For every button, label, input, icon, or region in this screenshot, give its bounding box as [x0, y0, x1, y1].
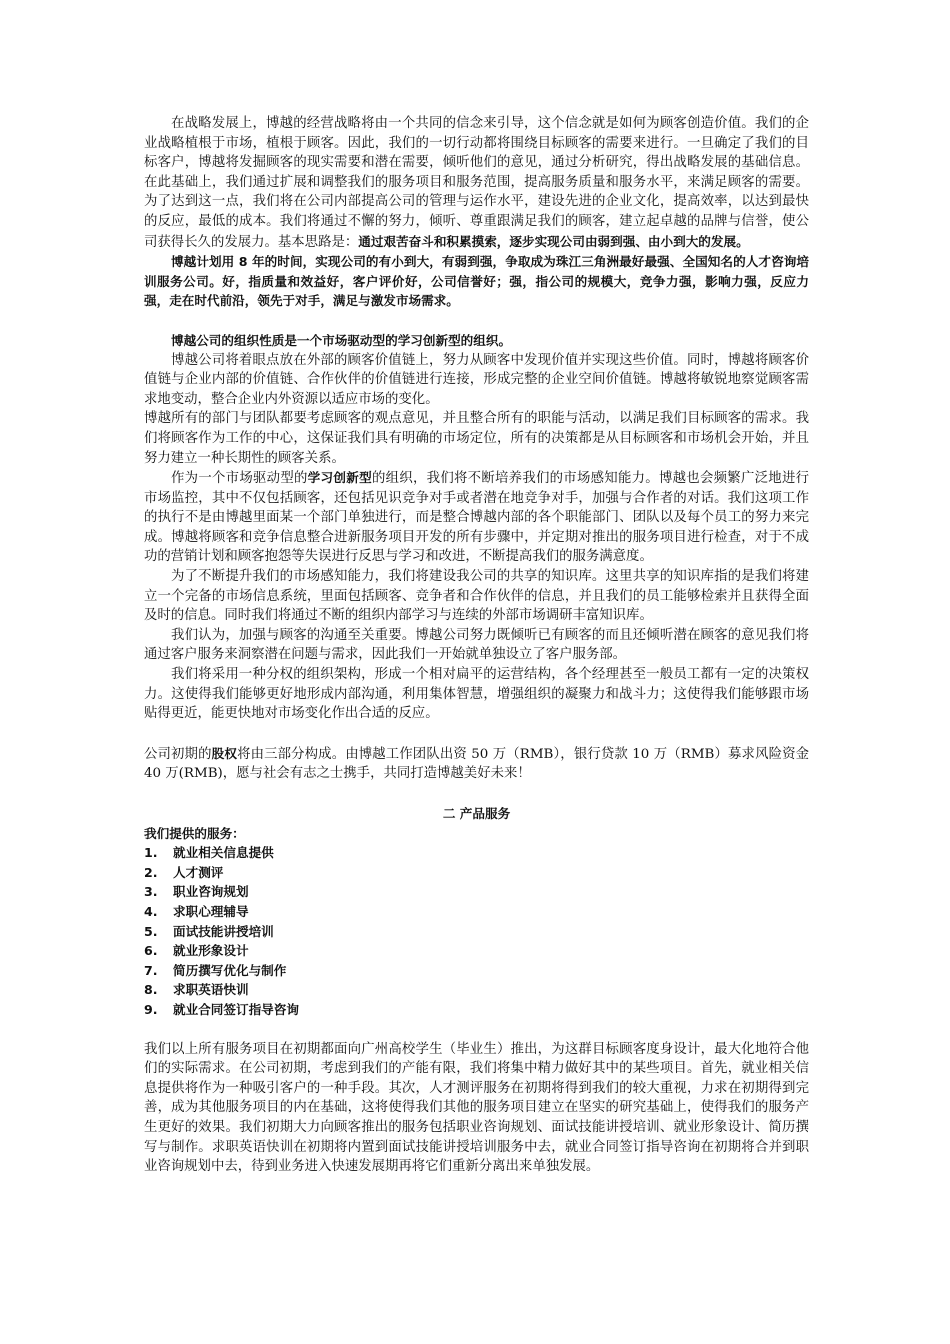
- service-item: [144, 863, 809, 883]
- org-p3-a: 作为一个市场驱动型的: [171, 471, 308, 487]
- strategy-text: 在战略发展上，博越的经营战略将由一个共同的信念来引导，这个信念就是如何为顾客创造价值。我们的企业战略植根于市场，植根于顾客。因此，我们的一切行动都将围绕目标顾客的需要来进行。一旦确定了我们的目标客户，博越将发掘顾客的现实需要和潜在需要，倾听他们的意见，通过分析研究，得出战略发展的基础信息。在此基础上，我们通过扩展和调整我们的服务项目和服务范围，提高服务质量和服务水平，来满足顾客的需要。为了达到这一点，我们将在公司内部提高公司的管理与运作水平，建设先进的企业文化，提高效率，以达到最快的反应，最低的成本。我们将通过不懈的努力，倾听、尊重跟满足我们的顾客，建立起卓越的品牌与信誉，使公司获得长久的发展力。基本思路是：: [144, 116, 809, 250]
- service-number: 2.: [144, 864, 158, 880]
- service-label: 求职心理辅导: [173, 903, 249, 919]
- service-item: [144, 902, 809, 922]
- services-closing-paragraph: 我们以上所有服务项目在初期都面向广州高校学生（毕业生）推出，为这群目标顾客度身设计，最大化地符合他们的实际需求。在公司初期，考虑到我们的产能有限，我们将集中精力做好其中的某些项目。首先，就业相关信息提供将作为一种吸引客户的一种手段。其次，人才测评服务在初期将得到我们的较大重视，力求在初期得到完善，成为其他服务项目的内在基础，这将使得我们其他的服务项目建立在坚实的研究基础上，使得我们的服务产生更好的效果。我们初期大力向顾客推出的服务包括职业咨询规划、面试技能讲授培训、就业形象设计、简历撰写与制作。求职英语快训在初期将内置到面试技能讲授培训服务中去，就业合同签订指导咨询在初期将合并到职业咨询规划中去，待到业务进入快速发展期再将它们重新分离出来单独发展。: [144, 1041, 809, 1175]
- service-number: 1.: [144, 845, 158, 861]
- plan-paragraph: 博越计划用 8 年的时间，实现公司的有小到大，有弱到强，争取成为珠江三角洲最好最强、全国知名的人才咨询培训服务公司。好，指质量和效益好，客户评价好，公司信誉好；强，指公司的规模大，竞争力强，影响力强，反应力强，走在时代前沿，领先于对手，满足与激发市场需求。: [144, 254, 809, 309]
- service-label: 面试技能讲授培训: [173, 923, 274, 939]
- organization-paragraph-4: 为了不断提升我们的市场感知能力，我们将建设我公司的共享的知识库。这里共享的知识库指的是我们将建立一个完备的市场信息系统，里面包括顾客、竞争者和合作伙伴的信息，并且我们的员工能够检索并且获得全面及时的信息。同时我们将通过不断的组织内部学习与连续的外部市场调研丰富知识库。: [144, 569, 809, 624]
- document-page: [144, 114, 809, 1177]
- equity-bold: 股权: [211, 745, 238, 761]
- org-p3-b: 的组织，我们将不断培养我们的市场感知能力。博越也会频繁广泛地进行市场监控，其中不仅包括顾客，还包括见识竞争对手或者潜在地竞争对手，加强与合作者的对话。我们这项工作的执行不是由博越里面某一个部门单独进行，而是整合博越内部的各个职能部门、团队以及每个员工的努力来完成。博越将顾客和竞争信息整合进新服务项目开发的所有步骤中，并定期对推出的服务项目进行检查，对于不成功的营销计划和顾客抱怨等失误进行反思与学习和改进，不断提高我们的服务满意度。: [144, 471, 810, 565]
- service-item: [144, 882, 809, 902]
- service-number: 3.: [144, 884, 158, 900]
- service-label: 就业合同签订指导咨询: [173, 1001, 299, 1017]
- organization-paragraph-1: 博越公司将着眼点放在外部的顾客价值链上，努力从顾客中发现价值并实现这些价值。同时，博越将顾客价值链与企业内部的价值链、合作伙伴的价值链进行连接，形成完整的企业空间价值链。博越将敏锐地察觉顾客需求地变动，整合企业内外资源以适应市场的变化。: [144, 352, 809, 407]
- service-number: 7.: [144, 962, 158, 978]
- services-list: [144, 843, 809, 1019]
- service-number: 4.: [144, 903, 158, 919]
- organization-paragraph-3: [144, 468, 809, 567]
- service-item: [144, 961, 809, 981]
- service-item: [144, 980, 809, 1000]
- service-number: 5.: [144, 923, 158, 939]
- equity-paragraph: [144, 744, 809, 784]
- service-label: 人才测评: [173, 864, 224, 880]
- service-label: 求职英语快训: [173, 982, 249, 998]
- service-item: [144, 1000, 809, 1020]
- org-p3-bold: 学习创新型: [307, 470, 372, 486]
- organization-paragraph-2: 博越所有的部门与团队都要考虑顾客的观点意见，并且整合所有的职能与活动，以满足我们目标顾客的需求。我们将顾客作为工作的中心，这保证我们具有明确的市场定位，所有的决策都是从目标顾客和市场机会开始，并且努力建立一种长期性的顾客关系。: [144, 411, 809, 466]
- service-item: [144, 941, 809, 961]
- strategy-principle: 通过艰苦奋斗和积累摸索，逐步实现公司由弱到强、由小到大的发展。: [358, 233, 749, 249]
- service-number: 9.: [144, 1001, 158, 1017]
- service-item: [144, 922, 809, 942]
- organization-paragraph-6: 我们将采用一种分权的组织架构，形成一个相对扁平的运营结构，各个经理甚至一般员工都有一定的决策权力。这使得我们能够更好地形成内部沟通，利用集体智慧，增强组织的凝聚力和战斗力；这使得我们能够跟市场贴得更近，能更快地对市场变化作出合适的反应。: [144, 667, 809, 722]
- service-number: 8.: [144, 982, 158, 998]
- service-label: 就业相关信息提供: [173, 845, 274, 861]
- service-label: 职业咨询规划: [173, 884, 249, 900]
- service-label: 就业形象设计: [173, 943, 249, 959]
- section-heading: 二 产品服务: [442, 806, 511, 821]
- organization-paragraph-5: 我们认为，加强与顾客的沟通至关重要。博越公司努力既倾听已有顾客的而且还倾听潜在顾客的意见我们将通过客户服务来洞察潜在问题与需求，因此我们一开始就单独设立了客户服务部。: [144, 627, 809, 663]
- equity-b: 将由三部分构成。由博越工作团队出资 50 万（RMB），银行贷款 10 万（RMB）募求风险资金 40 万(RMB)，愿与社会有志之士携手，共同打造博越美好未来！: [144, 746, 810, 782]
- service-item: [144, 843, 809, 863]
- organization-heading: 博越公司的组织性质是一个市场驱动型的学习创新型的组织。: [171, 332, 512, 348]
- service-number: 6.: [144, 943, 158, 959]
- equity-a: 公司初期的: [144, 746, 212, 762]
- services-intro: 我们提供的服务：: [144, 825, 245, 841]
- strategy-paragraph: [144, 114, 809, 252]
- service-label: 简历撰写优化与制作: [173, 962, 287, 978]
